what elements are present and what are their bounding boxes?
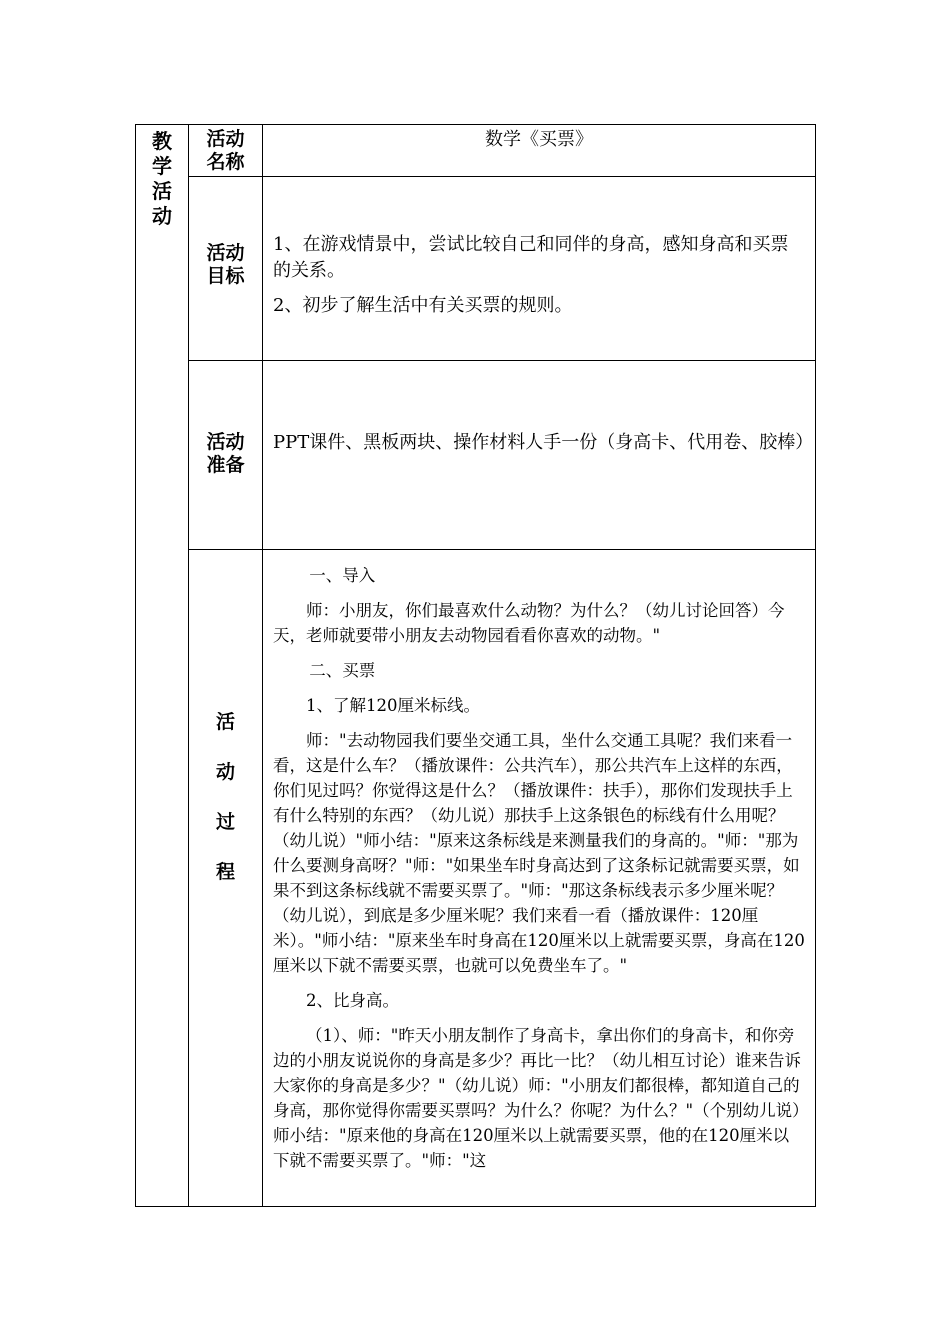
label-line: 活动 bbox=[206, 128, 245, 150]
teaching-activity-label bbox=[136, 129, 188, 229]
section-heading: 一、导入 bbox=[309, 566, 376, 585]
teaching-activity-column bbox=[135, 124, 189, 1207]
sub-heading: 2、比身高。 bbox=[306, 991, 399, 1010]
activity-process-label bbox=[189, 550, 263, 1206]
process-paragraph: （1）、师："昨天小朋友制作了身高卡，拿出你们的身高卡，和你旁边的小朋友说说你的身高是多少？再比一比？（幼儿相互讨论）谁来告诉大家你的身高是多少？"（幼儿说）师："小朋友们都很棒，都知道自己的身高，那你觉得你需要买票吗？为什么？你呢？为什么？"（个别幼儿说）师小结："原来他的身高在120厘米以上就需要买票，他的在120厘米以下就不需要买票了。"师："这 bbox=[273, 1026, 801, 1170]
activity-name-content bbox=[263, 125, 815, 176]
label-line: 目标 bbox=[206, 265, 245, 287]
process-paragraph: 师："去动物园我们要坐交通工具，坐什么交通工具呢？我们来看一看，这是什么车？（播放课件：公共汽车），那公共汽车上这样的东西，你们见过吗？你觉得这是什么？（播放课件：扶手），那你们发现扶手上有什么特别的东西？（幼儿说）那扶手上这条银色的标线有什么用呢？（幼儿说）"师小结："原来这条标线是来测量我们的身高的。"师："那为什么要测身高呀？"师："如果坐车时身高达到了这条标记就需要买票，如果不到这条标线就不需要买票了。"师："那这条标线表示多少厘米呢？（幼儿说），到底是多少厘米呢？我们来看一看（播放课件：120厘米）。"师小结："原来坐车时身高在120厘米以上就需要买票，身高在120厘米以下就不需要买票，也就可以免费坐车了。" bbox=[273, 731, 805, 975]
activity-process-content bbox=[263, 550, 815, 1206]
outer-label-char: 学 bbox=[152, 154, 172, 178]
sub-heading: 1、了解120厘米标线。 bbox=[306, 696, 480, 715]
section-heading: 二、买票 bbox=[309, 661, 376, 680]
label-line: 名称 bbox=[206, 151, 245, 173]
activity-process-row bbox=[188, 549, 816, 1207]
label-line: 程 bbox=[215, 861, 235, 883]
outer-label-char: 教 bbox=[152, 129, 172, 153]
outer-label-char: 活 bbox=[152, 179, 172, 203]
goal-item: 1、在游戏情景中，尝试比较自己和同伴的身高，感知身高和买票的关系。 bbox=[273, 234, 789, 281]
label-line: 动 bbox=[215, 761, 235, 783]
activity-name-row bbox=[188, 124, 816, 177]
process-paragraph: 师：小朋友，你们最喜欢什么动物？为什么？（幼儿讨论回答）今天，老师就要带小朋友去动物园看看你喜欢的动物。" bbox=[273, 601, 785, 645]
activity-prep-label bbox=[189, 361, 263, 549]
prep-text: PPT课件、黑板两块、操作材料人手一份（身高卡、代用卷、胶棒） bbox=[273, 432, 814, 453]
outer-label-char: 动 bbox=[152, 204, 172, 228]
label-line: 活动 bbox=[206, 431, 245, 453]
activity-title: 数学《买票》 bbox=[485, 129, 593, 150]
label-line: 活 bbox=[215, 711, 235, 733]
label-line: 活动 bbox=[206, 242, 245, 264]
activity-prep-row bbox=[188, 360, 816, 550]
label-line: 过 bbox=[215, 811, 235, 833]
label-line: 准备 bbox=[206, 454, 245, 476]
activity-name-label bbox=[189, 125, 263, 176]
activity-goal-row bbox=[188, 176, 816, 361]
goal-item: 2、初步了解生活中有关买票的规则。 bbox=[273, 295, 573, 316]
activity-goal-content bbox=[263, 177, 815, 360]
activity-goal-label bbox=[189, 177, 263, 360]
activity-prep-content bbox=[263, 361, 815, 549]
